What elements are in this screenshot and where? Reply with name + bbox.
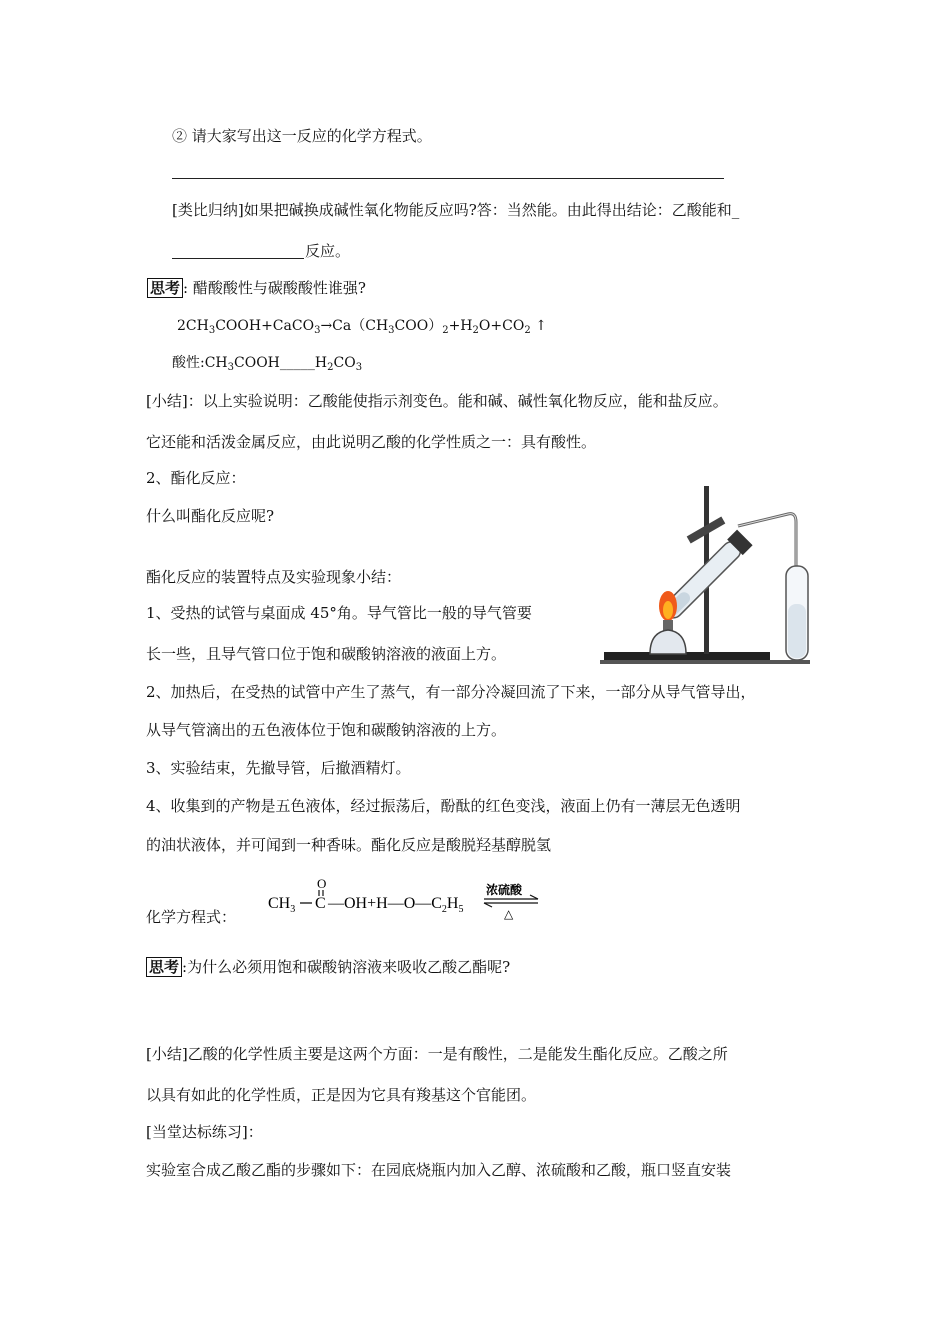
svg-text:O: O <box>317 876 327 891</box>
think-label-2: 思考 <box>146 957 182 977</box>
point-3: 3、实验结束，先撤导管，后撤酒精灯。 <box>146 759 411 777</box>
point-4b: 的油状液体，并可闻到一种香味。酯化反应是酸脱羟基醇脱氢 <box>146 836 552 854</box>
analogy-paragraph: [类比归纳]如果把碱换成碱性氧化物能反应吗?答：当然能。由此得出结论：乙酸能和_ <box>172 201 740 219</box>
point-1a: 1、受热的试管与桌面成 45°角。导气管比一般的导气管要 <box>146 604 532 622</box>
think-text: : 醋酸酸性与碳酸酸性谁强? <box>183 279 366 297</box>
think-text-2: :为什么必须用饱和碳酸钠溶液来吸收乙酸乙酯呢? <box>182 958 511 976</box>
summary-1b: 它还能和活泼金属反应，由此说明乙酸的化学性质之一：具有酸性。 <box>146 433 597 451</box>
practice-heading: [当堂达标练习]： <box>146 1123 263 1141</box>
fill-blank-line <box>172 258 304 259</box>
point-4a: 4、收集到的产物是五色液体，经过振荡后，酚酞的红色变浅，液面上仍有一薄层无色透明 <box>146 797 741 815</box>
summary-1: [小结]：以上实验说明：乙酸能使指示剂变色。能和碱、碱性氧化物反应，能和盐反应。 <box>146 392 728 410</box>
svg-text:—OH+H—O—C2H5: $—OH+H—O—C_2H_5$ <box>328 895 464 915</box>
question-esterification: 什么叫酯化反应呢? <box>146 507 275 525</box>
esterification-equation <box>266 872 556 922</box>
prompt-write-equation: ② 请大家写出这一反应的化学方程式。 <box>172 127 432 145</box>
think-label: 思考 <box>147 278 183 298</box>
section-heading-esterification: 2、酯化反应： <box>146 469 246 487</box>
svg-text:△: △ <box>504 907 514 921</box>
svg-text:CH3: $CH_3$ <box>268 895 296 915</box>
reaction-equation-1: $2CH_3COOH+CaCO_3\to Ca(CH_3COO)_2+H_2O+CO_2$ ↑ <box>177 318 547 336</box>
summary-2a: [小结]乙酸的化学性质主要是这两个方面：一是有酸性，二是能发生酯化反应。乙酸之所 <box>146 1045 728 1063</box>
summary-2b: 以具有如此的化学性质，正是因为它具有羧基这个官能团。 <box>146 1086 537 1104</box>
svg-text:浓硫酸: 浓硫酸 <box>486 883 523 897</box>
equation-label: 化学方程式： <box>146 908 237 926</box>
esterification-apparatus-icon <box>600 484 815 669</box>
practice-question: 实验室合成乙酸乙酯的步骤如下：在园底烧瓶内加入乙醇、浓硫酸和乙酸，瓶口竖直安装 <box>146 1161 732 1179</box>
setup-summary-heading: 酯化反应的装置特点及实验现象小结： <box>146 568 402 586</box>
acidity-comparison: 酸性$:CH_3COOH\_\_\_\_\_H_2CO_3$ <box>172 355 363 373</box>
point-2b: 从导气管滴出的五色液体位于饱和碳酸钠溶液的上方。 <box>146 721 507 739</box>
think-question-2 <box>146 957 510 977</box>
analogy-tail: 反应。 <box>305 242 351 260</box>
point-2a: 2、加热后，在受热的试管中产生了蒸气，有一部分冷凝回流了下来，一部分从导气管导出， <box>146 683 756 701</box>
svg-text:C: C <box>315 895 326 912</box>
think-question-1 <box>147 278 366 298</box>
answer-blank-line <box>172 178 724 179</box>
point-1b: 长一些，且导气管口位于饱和碳酸钠溶液的液面上方。 <box>146 645 507 663</box>
